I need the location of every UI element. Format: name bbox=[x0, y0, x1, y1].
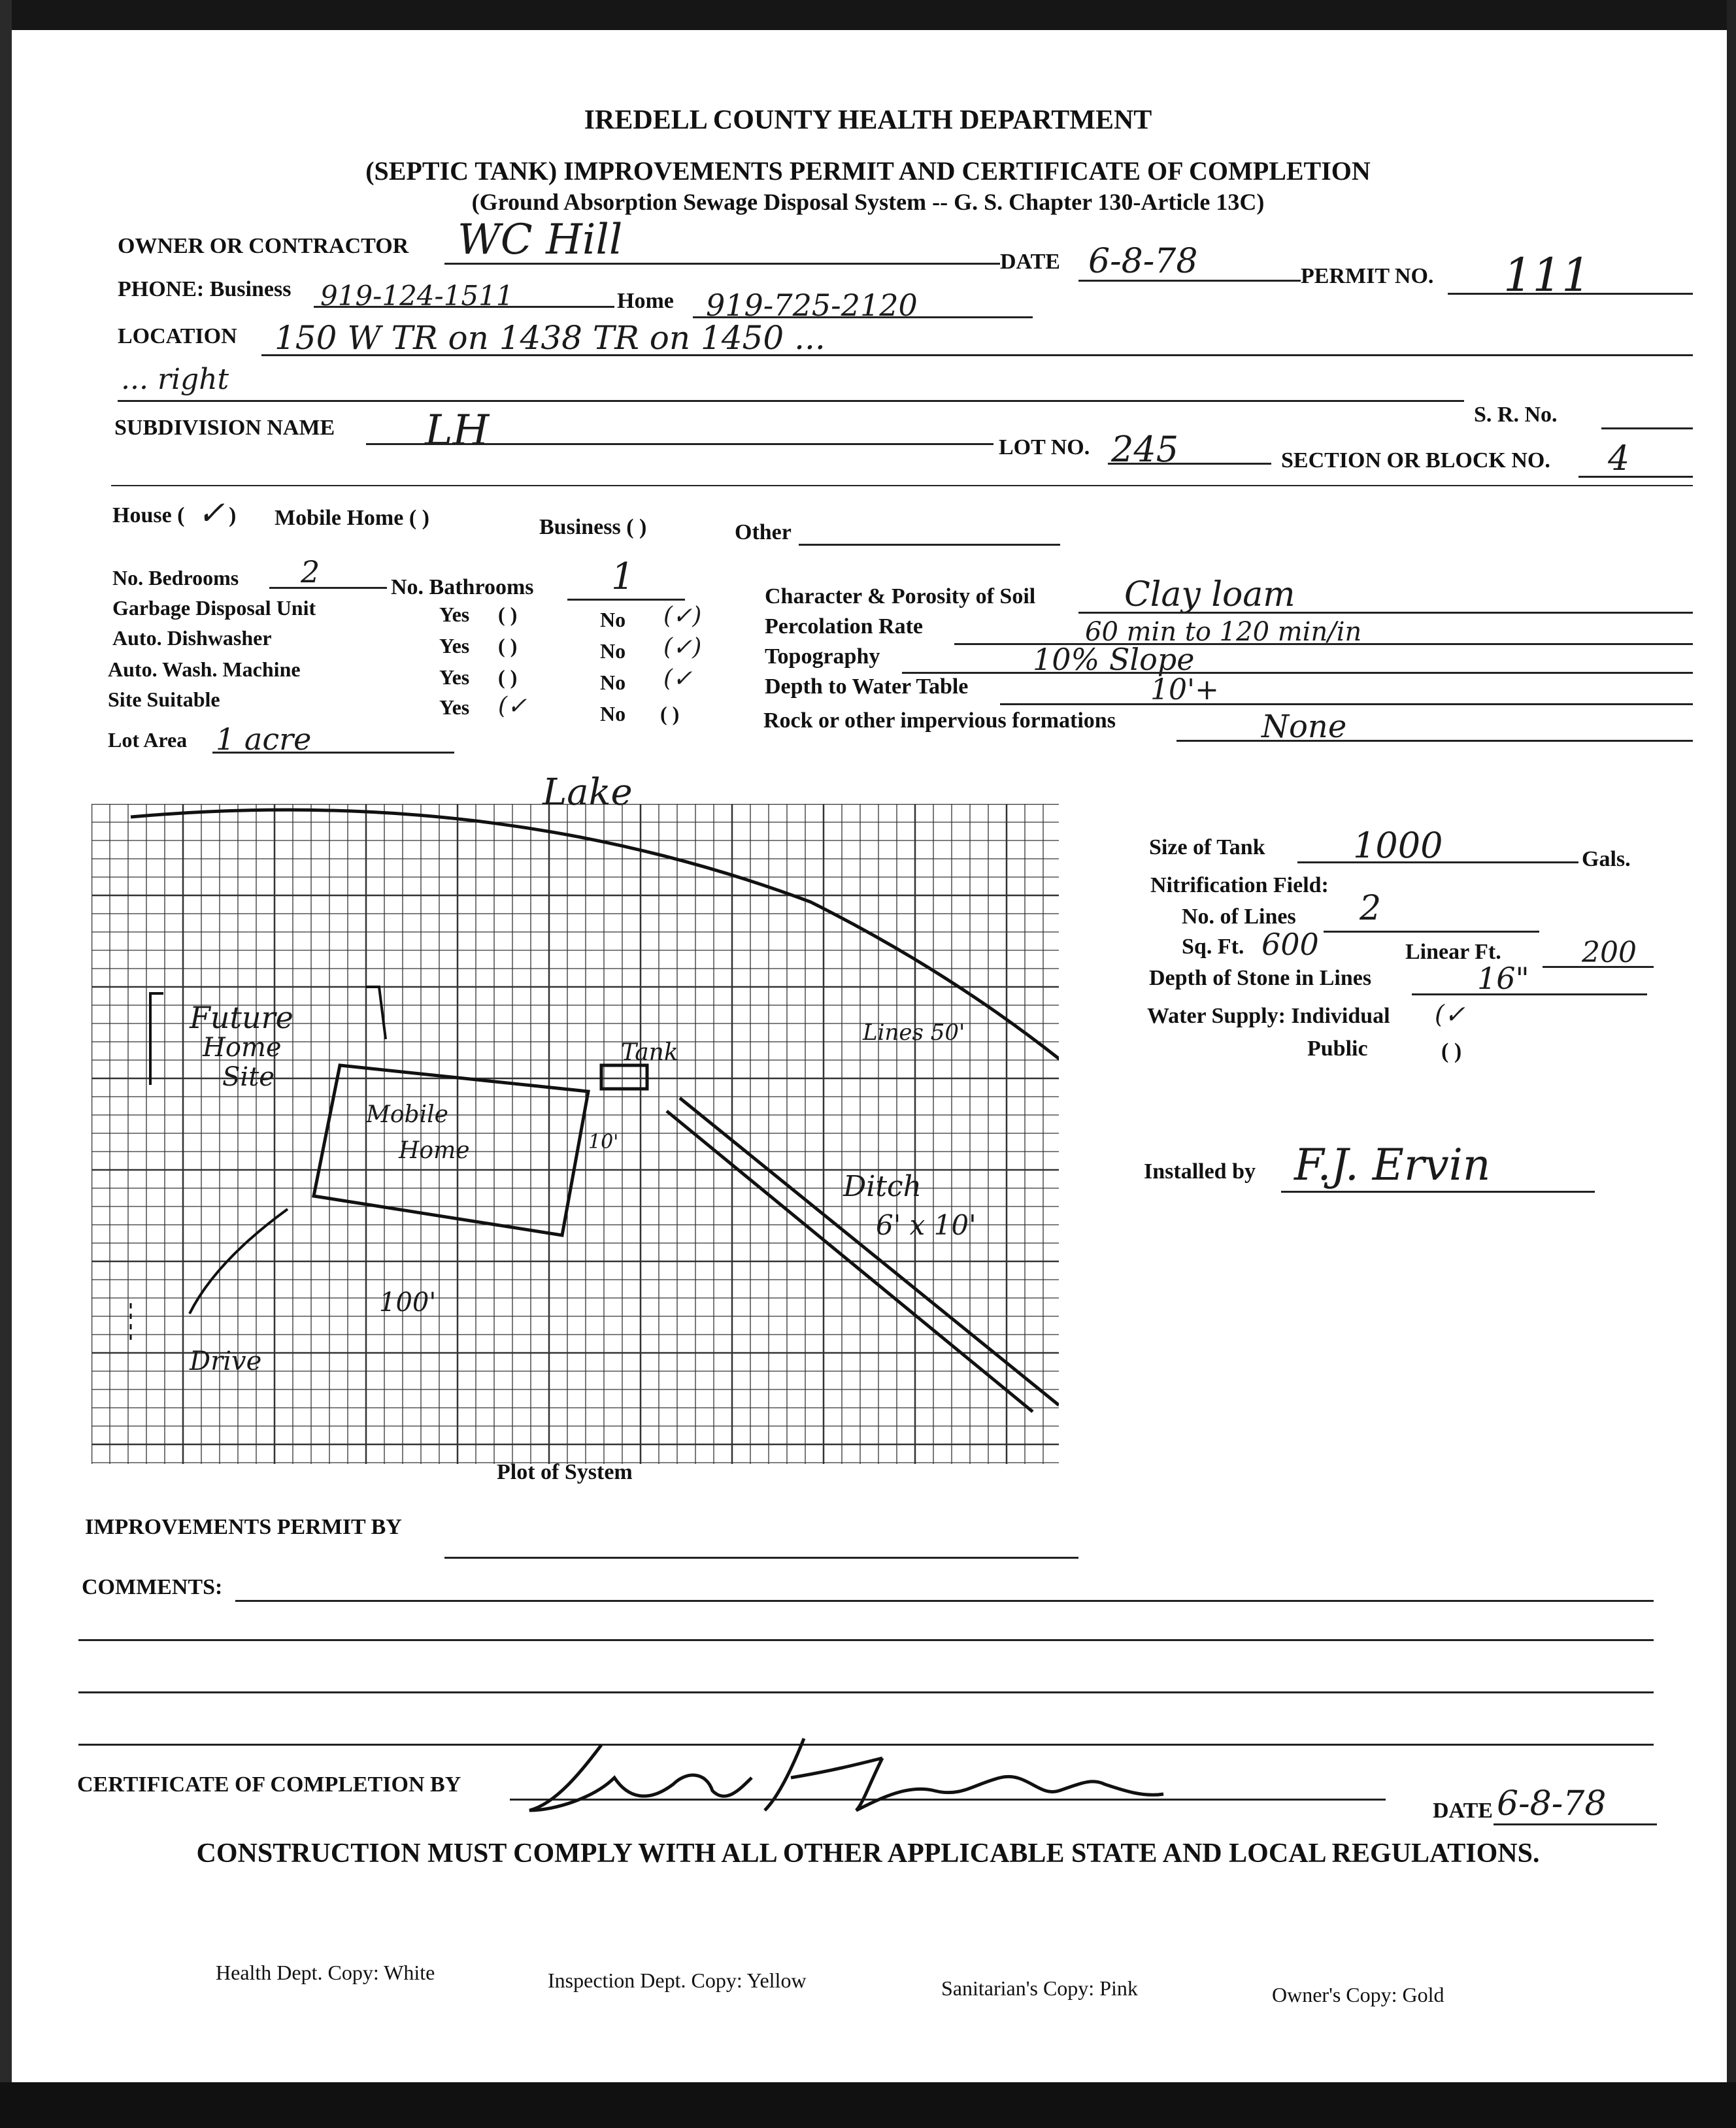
copy-sanitarian: Sanitarian's Copy: Pink bbox=[941, 1976, 1138, 2000]
dishwasher-no-label: No bbox=[600, 639, 626, 663]
rock-value: None bbox=[1261, 708, 1347, 745]
site-suitable-no-mark: ( ) bbox=[660, 702, 680, 725]
scan-edge-right bbox=[1727, 0, 1736, 2128]
drain-line-2 bbox=[680, 1098, 1059, 1405]
bathrooms-value: 1 bbox=[611, 556, 635, 598]
location-line-2-underline bbox=[118, 400, 1464, 402]
topography-line bbox=[902, 672, 1693, 674]
subdivision-line bbox=[366, 443, 993, 445]
section-value: 4 bbox=[1608, 439, 1630, 478]
other-label: Other bbox=[735, 520, 792, 544]
plot-grid bbox=[92, 771, 1059, 1464]
date-line bbox=[1078, 280, 1301, 282]
water-individual-mark: (✓ bbox=[1435, 1000, 1465, 1029]
water-supply-label: Water Supply: Individual bbox=[1147, 1004, 1390, 1028]
phone-business-label: PHONE: Business bbox=[118, 277, 292, 301]
lot-no-value: 245 bbox=[1111, 429, 1179, 470]
permit-line bbox=[1448, 293, 1693, 295]
site-suitable-yes-label: Yes bbox=[439, 695, 470, 719]
dishwasher-label: Auto. Dishwasher bbox=[112, 626, 272, 650]
public-label: Public bbox=[1307, 1037, 1368, 1061]
wash-machine-no-mark: (✓ bbox=[663, 665, 693, 692]
plot-note-ditch-size: 6' x 10' bbox=[876, 1209, 976, 1241]
water-table-label: Depth to Water Table bbox=[765, 674, 969, 699]
lot-area-label: Lot Area bbox=[108, 728, 188, 752]
stone-depth-label: Depth of Stone in Lines bbox=[1149, 966, 1372, 990]
location-line-1: 150 W TR on 1438 TR on 1450 ... bbox=[275, 319, 826, 357]
lake-shoreline bbox=[131, 810, 1059, 1144]
bathrooms-label: No. Bathrooms bbox=[391, 575, 534, 599]
phone-home-value: 919-725-2120 bbox=[706, 288, 918, 323]
comments-label: COMMENTS: bbox=[82, 1575, 223, 1599]
lot-area-value: 1 acre bbox=[216, 722, 312, 757]
garbage-no-label: No bbox=[600, 608, 626, 631]
form-subtitle: (Ground Absorption Sewage Disposal System -- G. S. Chapter 130-Article 13C) bbox=[471, 189, 1265, 215]
garbage-yes-mark: ( ) bbox=[498, 603, 518, 626]
public-mark: ( ) bbox=[1441, 1039, 1462, 1063]
certificate-date-label: DATE bbox=[1433, 1799, 1493, 1823]
lot-area-line bbox=[212, 752, 454, 754]
comments-line-2 bbox=[78, 1639, 1654, 1641]
dishwasher-yes-mark: ( ) bbox=[498, 634, 518, 657]
linear-ft-value: 200 bbox=[1582, 936, 1637, 969]
scan-edge-top bbox=[0, 0, 1736, 30]
rock-line bbox=[1177, 740, 1693, 742]
soil-character-value: Clay loam bbox=[1124, 575, 1295, 614]
department-heading: IREDELL COUNTY HEALTH DEPARTMENT bbox=[584, 105, 1152, 135]
plot-note-tank: Tank bbox=[621, 1039, 678, 1066]
future-home-bracket-right bbox=[366, 987, 386, 1039]
tank-size-value: 1000 bbox=[1353, 825, 1443, 866]
copy-owner: Owner's Copy: Gold bbox=[1272, 1983, 1444, 2006]
site-suitable-no-label: No bbox=[600, 702, 626, 725]
lines-line bbox=[1324, 931, 1539, 933]
bedrooms-value: 2 bbox=[301, 554, 320, 590]
house-close: ) bbox=[229, 503, 237, 527]
dishwasher-no-mark: (✓) bbox=[663, 634, 702, 661]
plot-note-lake: Lake bbox=[542, 771, 633, 814]
lot-no-label: LOT NO. bbox=[999, 435, 1090, 459]
certificate-signature bbox=[516, 1732, 1183, 1830]
permit-by-label: IMPROVEMENTS PERMIT BY bbox=[85, 1515, 402, 1539]
wash-machine-yes-label: Yes bbox=[439, 665, 470, 689]
lines-value: 2 bbox=[1360, 889, 1382, 928]
comments-line-1 bbox=[235, 1600, 1654, 1602]
phone-home-line bbox=[693, 316, 1033, 318]
plot-note-100-ft: 100' bbox=[379, 1288, 437, 1318]
comments-line-3 bbox=[78, 1691, 1654, 1693]
scan-edge-left bbox=[0, 0, 12, 2128]
garbage-no-mark: (✓) bbox=[663, 603, 702, 629]
regulations-notice: CONSTRUCTION MUST COMPLY WITH ALL OTHER APPLICABLE STATE AND LOCAL REGULATIONS. bbox=[196, 1838, 1540, 1869]
plot-note-home: Home bbox=[203, 1033, 282, 1063]
drain-line-1 bbox=[667, 1111, 1033, 1412]
location-label: LOCATION bbox=[118, 324, 237, 348]
linear-ft-label: Linear Ft. bbox=[1405, 940, 1501, 964]
section-divider bbox=[111, 485, 1693, 486]
permit-label: PERMIT NO. bbox=[1301, 264, 1434, 288]
plot-note-mobile: Mobile bbox=[366, 1101, 448, 1128]
lines-label: No. of Lines bbox=[1182, 905, 1296, 929]
bathrooms-line bbox=[567, 599, 685, 601]
phone-home-label: Home bbox=[617, 289, 674, 313]
rock-label: Rock or other impervious formations bbox=[763, 708, 1116, 733]
tank-outline bbox=[601, 1065, 647, 1089]
topography-value: 10% Slope bbox=[1033, 642, 1195, 677]
tank-size-line bbox=[1297, 861, 1578, 863]
certificate-date-line bbox=[1494, 1823, 1657, 1825]
certificate-date-value: 6-8-78 bbox=[1497, 1784, 1607, 1823]
site-suitable-yes-mark: (✓ bbox=[498, 693, 527, 720]
garbage-yes-label: Yes bbox=[439, 603, 470, 626]
drive-line bbox=[190, 1209, 288, 1314]
dishwasher-yes-label: Yes bbox=[439, 634, 470, 657]
perc-rate-value: 60 min to 120 min/in bbox=[1085, 617, 1362, 647]
owner-line bbox=[444, 263, 1000, 265]
plot-caption: Plot of System bbox=[497, 1460, 633, 1484]
soil-character-label: Character & Porosity of Soil bbox=[765, 584, 1036, 608]
phone-business-line bbox=[314, 306, 614, 308]
certificate-label: CERTIFICATE OF COMPLETION BY bbox=[77, 1772, 461, 1797]
bedrooms-label: No. Bedrooms bbox=[112, 566, 239, 590]
house-label: House ( bbox=[112, 503, 185, 527]
permit-by-line bbox=[444, 1557, 1078, 1559]
plot-note-10-ft: 10' bbox=[588, 1131, 619, 1154]
nitrification-label: Nitrification Field: bbox=[1150, 873, 1329, 897]
sqft-value: 600 bbox=[1261, 927, 1319, 962]
soil-character-line bbox=[1078, 612, 1693, 614]
sr-no-label: S. R. No. bbox=[1474, 403, 1558, 427]
plot-note-home-2: Home bbox=[399, 1137, 470, 1164]
mobile-home-label: Mobile Home ( ) bbox=[275, 506, 429, 530]
owner-label: OWNER OR CONTRACTOR bbox=[118, 234, 409, 258]
owner-value: WC Hill bbox=[458, 216, 623, 264]
house-mark: ✓ bbox=[197, 494, 225, 532]
location-line-2: ... right bbox=[121, 363, 229, 396]
plot-note-lines: Lines 50' bbox=[863, 1020, 965, 1046]
date-value: 6-8-78 bbox=[1088, 242, 1198, 281]
site-suitable-label: Site Suitable bbox=[108, 688, 220, 711]
tank-size-label: Size of Tank bbox=[1149, 835, 1265, 859]
plot-note-site: Site bbox=[222, 1062, 275, 1092]
scan-edge-bottom bbox=[0, 2082, 1736, 2128]
business-label: Business ( ) bbox=[539, 515, 647, 539]
future-home-bracket-left bbox=[150, 993, 163, 1085]
topography-label: Topography bbox=[765, 644, 880, 669]
wash-machine-yes-mark: ( ) bbox=[498, 665, 518, 689]
sr-no-line bbox=[1601, 427, 1693, 429]
location-line-underline bbox=[261, 354, 1693, 356]
plot-note-drive: Drive bbox=[190, 1346, 262, 1376]
perc-rate-label: Percolation Rate bbox=[765, 614, 924, 639]
other-line bbox=[799, 544, 1060, 546]
wash-machine-no-label: No bbox=[600, 671, 626, 694]
subdivision-label: SUBDIVISION NAME bbox=[114, 416, 335, 440]
stone-depth-value: 16" bbox=[1477, 961, 1529, 996]
plot-note-future: Future bbox=[190, 1000, 293, 1035]
bedrooms-line bbox=[269, 587, 387, 589]
installed-by-line bbox=[1281, 1191, 1595, 1193]
linear-ft-line bbox=[1543, 966, 1654, 968]
wash-machine-label: Auto. Wash. Machine bbox=[108, 657, 301, 681]
copy-inspection-dept: Inspection Dept. Copy: Yellow bbox=[548, 1969, 807, 1992]
garbage-disposal-label: Garbage Disposal Unit bbox=[112, 596, 316, 620]
section-label: SECTION OR BLOCK NO. bbox=[1281, 448, 1550, 473]
form-title: (SEPTIC TANK) IMPROVEMENTS PERMIT AND CERTIFICATE OF COMPLETION bbox=[365, 156, 1371, 186]
plot-note-ditch: Ditch bbox=[843, 1170, 922, 1203]
copy-health-dept: Health Dept. Copy: White bbox=[216, 1961, 435, 1984]
permit-value: 111 bbox=[1503, 248, 1591, 302]
installed-by-label: Installed by bbox=[1144, 1159, 1256, 1184]
subdivision-value: LH bbox=[425, 407, 490, 455]
phone-business-value: 919-124-1511 bbox=[320, 280, 514, 312]
tank-gals-label: Gals. bbox=[1582, 847, 1631, 871]
lot-no-line bbox=[1108, 463, 1271, 465]
stone-depth-line bbox=[1412, 993, 1647, 995]
date-label: DATE bbox=[1000, 250, 1060, 274]
water-table-line bbox=[1000, 703, 1693, 705]
installed-by-value: F.J. Ervin bbox=[1294, 1140, 1491, 1190]
sqft-label: Sq. Ft. bbox=[1182, 935, 1244, 959]
section-line bbox=[1578, 476, 1693, 478]
water-table-value: 10'+ bbox=[1150, 673, 1219, 707]
